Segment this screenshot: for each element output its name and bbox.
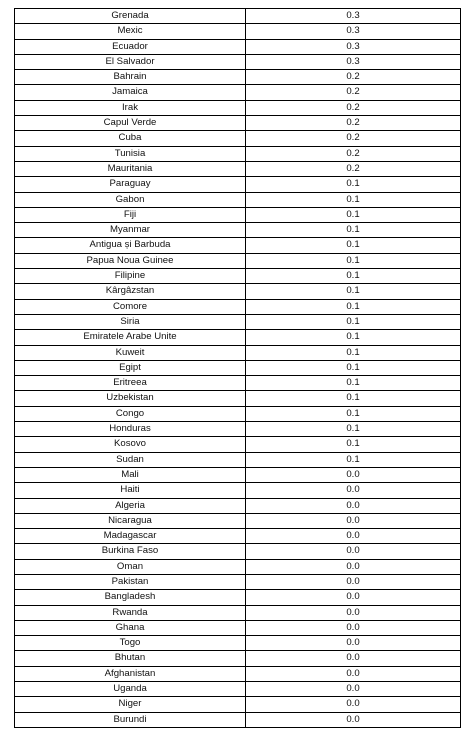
value-cell: 0.2 [246, 146, 461, 161]
table-row [15, 467, 461, 482]
country-cell: Mali [15, 467, 246, 482]
country-cell: Jamaica [15, 85, 246, 100]
country-cell: Grenada [15, 9, 246, 24]
country-cell: Kârgâzstan [15, 284, 246, 299]
country-cell: Eritreea [15, 376, 246, 391]
value-cell: 0.1 [246, 422, 461, 437]
country-cell: Siria [15, 314, 246, 329]
value-cell: 0.1 [246, 192, 461, 207]
table-row [15, 161, 461, 176]
table-row [15, 177, 461, 192]
value-cell: 0.1 [246, 223, 461, 238]
country-cell: Pakistan [15, 574, 246, 589]
country-cell: Madagascar [15, 529, 246, 544]
country-cell: Fiji [15, 207, 246, 222]
value-cell: 0.0 [246, 712, 461, 727]
table-row [15, 559, 461, 574]
country-cell: Tunisia [15, 146, 246, 161]
table-row [15, 498, 461, 513]
country-cell: El Salvador [15, 54, 246, 69]
country-cell: Uzbekistan [15, 391, 246, 406]
value-cell: 0.1 [246, 177, 461, 192]
country-cell: Emiratele Arabe Unite [15, 330, 246, 345]
value-cell: 0.3 [246, 9, 461, 24]
value-cell: 0.0 [246, 529, 461, 544]
table-row [15, 116, 461, 131]
country-cell: Gabon [15, 192, 246, 207]
value-cell: 0.0 [246, 636, 461, 651]
country-cell: Myanmar [15, 223, 246, 238]
table-row [15, 620, 461, 635]
value-cell: 0.1 [246, 207, 461, 222]
table-row [15, 697, 461, 712]
table-row [15, 376, 461, 391]
country-cell: Ghana [15, 620, 246, 635]
table-row [15, 712, 461, 727]
table-row [15, 483, 461, 498]
value-cell: 0.0 [246, 605, 461, 620]
country-cell: Antigua și Barbuda [15, 238, 246, 253]
table-row [15, 437, 461, 452]
value-cell: 0.0 [246, 574, 461, 589]
country-cell: Nicaragua [15, 513, 246, 528]
country-values-table [14, 8, 461, 728]
value-cell: 0.0 [246, 498, 461, 513]
value-cell: 0.1 [246, 330, 461, 345]
country-cell: Afghanistan [15, 666, 246, 681]
value-cell: 0.2 [246, 85, 461, 100]
country-cell: Mauritania [15, 161, 246, 176]
value-cell: 0.0 [246, 697, 461, 712]
country-cell: Kuweit [15, 345, 246, 360]
country-cell: Filipine [15, 269, 246, 284]
table-row [15, 422, 461, 437]
table-row [15, 330, 461, 345]
table-row [15, 238, 461, 253]
country-cell: Togo [15, 636, 246, 651]
value-cell: 0.1 [246, 314, 461, 329]
country-cell: Niger [15, 697, 246, 712]
value-cell: 0.1 [246, 376, 461, 391]
country-cell: Burundi [15, 712, 246, 727]
table-row [15, 284, 461, 299]
country-cell: Kosovo [15, 437, 246, 452]
country-cell: Haiti [15, 483, 246, 498]
table-row [15, 54, 461, 69]
table-row [15, 636, 461, 651]
table-row [15, 574, 461, 589]
country-cell: Comore [15, 299, 246, 314]
value-cell: 0.0 [246, 651, 461, 666]
table-row [15, 544, 461, 559]
country-cell: Congo [15, 406, 246, 421]
table-row [15, 360, 461, 375]
value-cell: 0.1 [246, 345, 461, 360]
table-row [15, 682, 461, 697]
value-cell: 0.2 [246, 116, 461, 131]
table-row [15, 223, 461, 238]
table-row [15, 452, 461, 467]
country-cell: Egipt [15, 360, 246, 375]
table-body [15, 9, 461, 728]
table-row [15, 590, 461, 605]
country-cell: Rwanda [15, 605, 246, 620]
table-row [15, 314, 461, 329]
table-row [15, 651, 461, 666]
table-row [15, 406, 461, 421]
table-row [15, 345, 461, 360]
value-cell: 0.2 [246, 131, 461, 146]
value-cell: 0.0 [246, 513, 461, 528]
value-cell: 0.2 [246, 70, 461, 85]
table-row [15, 192, 461, 207]
table-row [15, 24, 461, 39]
table-row [15, 299, 461, 314]
value-cell: 0.3 [246, 54, 461, 69]
country-cell: Irak [15, 100, 246, 115]
country-cell: Burkina Faso [15, 544, 246, 559]
value-cell: 0.3 [246, 24, 461, 39]
value-cell: 0.0 [246, 467, 461, 482]
value-cell: 0.3 [246, 39, 461, 54]
country-cell: Bahrain [15, 70, 246, 85]
country-cell: Honduras [15, 422, 246, 437]
country-cell: Bangladesh [15, 590, 246, 605]
country-cell: Sudan [15, 452, 246, 467]
value-cell: 0.1 [246, 391, 461, 406]
country-cell: Cuba [15, 131, 246, 146]
value-cell: 0.1 [246, 299, 461, 314]
value-cell: 0.2 [246, 161, 461, 176]
table-row [15, 529, 461, 544]
table-row [15, 85, 461, 100]
value-cell: 0.1 [246, 269, 461, 284]
value-cell: 0.0 [246, 559, 461, 574]
country-cell: Papua Noua Guinee [15, 253, 246, 268]
country-cell: Bhutan [15, 651, 246, 666]
table-row [15, 666, 461, 681]
value-cell: 0.2 [246, 100, 461, 115]
table-row [15, 146, 461, 161]
value-cell: 0.0 [246, 620, 461, 635]
value-cell: 0.1 [246, 253, 461, 268]
table-row [15, 100, 461, 115]
country-cell: Paraguay [15, 177, 246, 192]
value-cell: 0.1 [246, 238, 461, 253]
table-row [15, 513, 461, 528]
country-cell: Oman [15, 559, 246, 574]
value-cell: 0.0 [246, 544, 461, 559]
value-cell: 0.1 [246, 360, 461, 375]
table-row [15, 39, 461, 54]
country-cell: Uganda [15, 682, 246, 697]
table-row [15, 253, 461, 268]
country-cell: Mexic [15, 24, 246, 39]
value-cell: 0.0 [246, 666, 461, 681]
country-cell: Capul Verde [15, 116, 246, 131]
table-row [15, 605, 461, 620]
value-cell: 0.1 [246, 284, 461, 299]
table-row [15, 207, 461, 222]
value-cell: 0.1 [246, 452, 461, 467]
value-cell: 0.1 [246, 406, 461, 421]
country-cell: Ecuador [15, 39, 246, 54]
table-row [15, 269, 461, 284]
value-cell: 0.0 [246, 483, 461, 498]
table-row [15, 131, 461, 146]
table-row [15, 9, 461, 24]
value-cell: 0.1 [246, 437, 461, 452]
table-row [15, 70, 461, 85]
table-row [15, 391, 461, 406]
value-cell: 0.0 [246, 682, 461, 697]
value-cell: 0.0 [246, 590, 461, 605]
country-cell: Algeria [15, 498, 246, 513]
